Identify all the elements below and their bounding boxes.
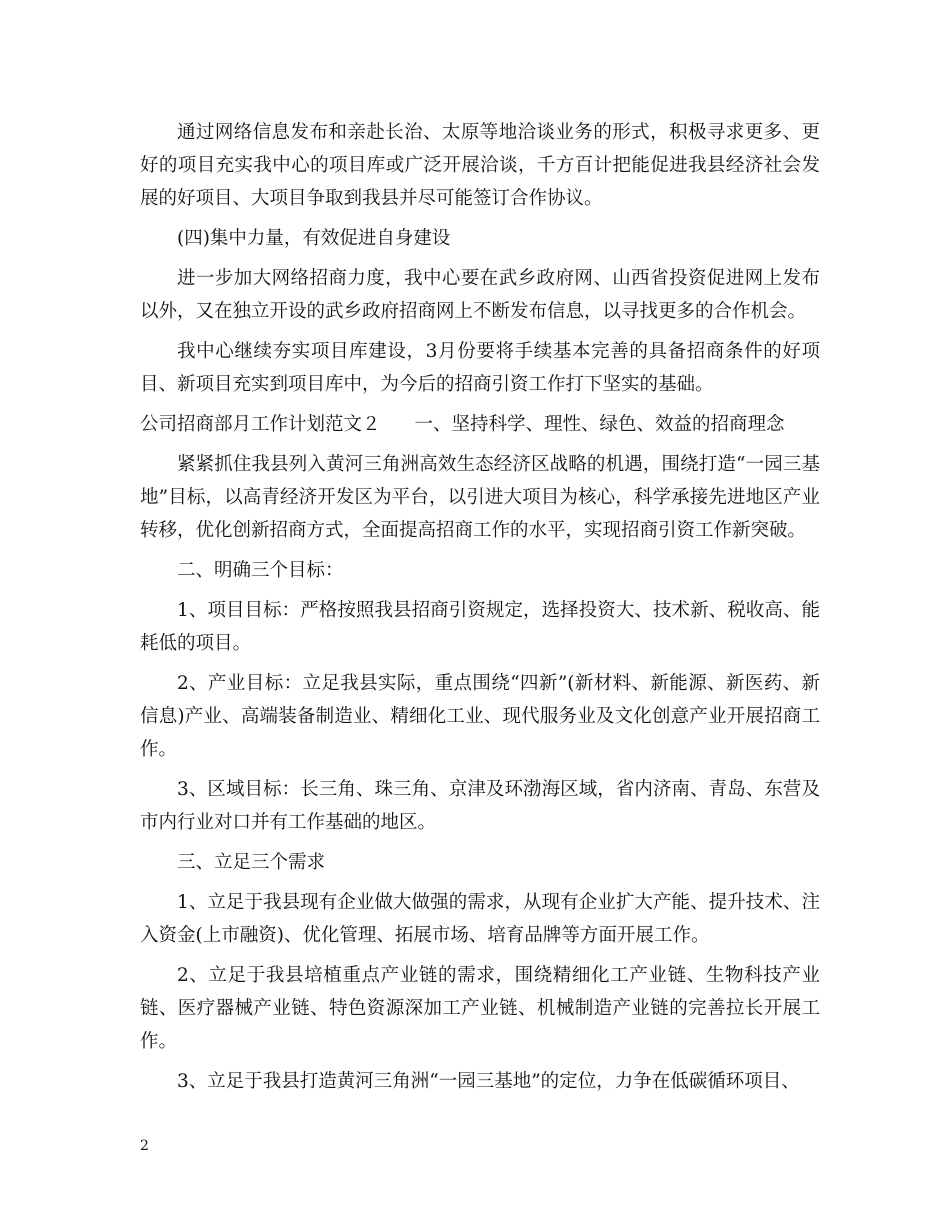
page-number: 2: [140, 1138, 149, 1154]
paragraph-region-goal: 3、区域目标：长三角、珠三角、京津及环渤海区域，省内济南、青岛、东营及市内行业对口并有工作基础的地区。: [140, 779, 820, 833]
paragraph-industry-goal: 2、产业目标：立足我县实际，重点围绕“四新”(新材料、新能源、新医药、新信息)产业、高端装备制造业、精细化工业、现代服务业及文化创意产业开展招商工作。: [140, 673, 820, 760]
subheading-self-building: (四)集中力量，有效促进自身建设: [177, 228, 451, 249]
heading-three-goals: 二、明确三个目标：: [177, 560, 344, 581]
paragraph-project-library: 我中心继续夯实项目库建设，3月份要将手续基本完善的具备招商条件的好项目、新项目充实到项目库中，为今后的招商引资工作打下坚实的基础。: [140, 341, 820, 395]
heading-three-needs: 三、立足三个需求: [177, 852, 326, 873]
section-subtitle: 一、坚持科学、理性、绿色、效益的招商理念: [414, 414, 785, 435]
section-title: 公司招商部月工作计划范文２: [140, 414, 381, 435]
document-body: [140, 116, 820, 1105]
section-heading: [140, 408, 820, 441]
paragraph-online-outreach: 通过网络信息发布和亲赴长治、太原等地洽谈业务的形式，积极寻求更多、更好的项目充实我中心的项目库或广泛开展洽谈，千方百计把能促进我县经济社会发展的好项目、大项目争取到我县并尽可能签订合作协议。: [140, 122, 820, 209]
paragraph-network-investment: 进一步加大网络招商力度，我中心要在武乡政府网、山西省投资促进网上发布以外，又在独立开设的武乡政府招商网上不断发布信息，以寻找更多的合作机会。: [140, 268, 820, 322]
paragraph-industry-chain-need: 2、立足于我县培植重点产业链的需求，围绕精细化工产业链、生物科技产业链、医疗器械产业链、特色资源深加工产业链、机械制造产业链的完善拉长开展工作。: [140, 965, 820, 1052]
paragraph-positioning-need: 3、立足于我县打造黄河三角洲“一园三基地”的定位，力争在低碳循环项目、: [177, 1071, 800, 1092]
paragraph-project-goal: 1、项目目标：严格按照我县招商引资规定，选择投资大、技术新、税收高、能耗低的项目。: [140, 600, 820, 654]
paragraph-strategic-opportunity: 紧紧抓住我县列入黄河三角洲高效生态经济区战略的机遇，围绕打造“一园三基地”目标，以高青经济开发区为平台，以引进大项目为核心，科学承接先进地区产业转移，优化创新招商方式，全面提高招商工作的水平，实现招商引资工作新突破。: [140, 454, 820, 541]
paragraph-enterprise-need: 1、立足于我县现有企业做大做强的需求，从现有企业扩大产能、提升技术、注入资金(上市融资)、优化管理、拓展市场、培育品牌等方面开展工作。: [140, 892, 820, 946]
